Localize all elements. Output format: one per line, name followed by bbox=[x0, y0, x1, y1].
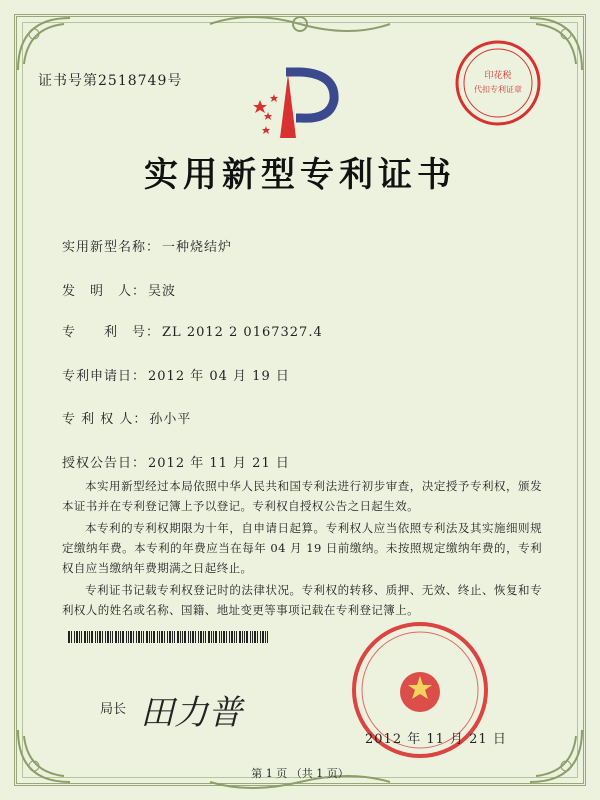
field-row bbox=[62, 280, 176, 299]
director-signature: 田力普 bbox=[140, 693, 243, 733]
paragraph: 专利证书记载专利权登记时的法律状况。专利权的转移、质押、无效、终止、恢复和专利权人的姓名或名称、国籍、地址变更等事项记载在专利登记簿上。 bbox=[62, 583, 542, 617]
issue-date: 2012 年 11 月 21 日 bbox=[365, 732, 507, 747]
field-row bbox=[62, 236, 232, 255]
page-title: 实用新型专利证书 bbox=[144, 155, 456, 195]
field-row bbox=[62, 321, 323, 340]
patent-office-logo-icon bbox=[246, 62, 346, 142]
page-footer: 第 1 页 （共 1 页） bbox=[251, 767, 349, 780]
field-value: ZL 2012 2 0167327.4 bbox=[162, 325, 323, 340]
svg-text:印花税: 印花税 bbox=[484, 71, 512, 81]
field-value: 2012 年 04 月 19 日 bbox=[148, 369, 290, 384]
field-row bbox=[62, 452, 290, 471]
field-value: 吴波 bbox=[148, 284, 177, 299]
director-row bbox=[100, 685, 242, 734]
field-label: 专利申请日： bbox=[62, 369, 147, 384]
field-label: 授权公告日： bbox=[62, 456, 147, 471]
corner-ornament-icon bbox=[14, 14, 74, 74]
field-label: 实用新型名称： bbox=[62, 240, 161, 255]
barcode-icon bbox=[68, 631, 268, 643]
svg-text:代扣专利证章: 代扣专利证章 bbox=[474, 85, 522, 94]
top-ornament-icon bbox=[200, 10, 400, 38]
field-label: 发 明 人： bbox=[62, 284, 147, 299]
field-label: 专 利 权 人： bbox=[62, 412, 148, 427]
field-value: 孙小平 bbox=[149, 412, 192, 427]
field-value: 一种烧结炉 bbox=[162, 240, 233, 255]
field-value: 2012 年 11 月 21 日 bbox=[148, 456, 290, 471]
director-label: 局长 bbox=[100, 702, 127, 717]
field-label: 专 利 号： bbox=[62, 325, 161, 340]
tax-seal-icon bbox=[453, 38, 543, 128]
certificate-number: 证书号第2518749号 bbox=[38, 73, 183, 89]
field-row bbox=[62, 408, 191, 427]
field-row bbox=[62, 365, 290, 384]
paragraph: 本实用新型经过本局依照中华人民共和国专利法进行初步审查，决定授予专利权，颁发本证书并在专利登记簿上予以登记。专利权自授权公告之日起生效。 bbox=[62, 479, 542, 513]
paragraph: 本专利的专利权期限为十年，自申请日起算。专利权人应当依照专利法及其实施细则规定缴纳年费。本专利的年费应当在每年 04 月 19 日前缴纳。未按照规定缴纳年费的，专利权自应当缴纳年费期满之日起终止。 bbox=[62, 521, 542, 575]
